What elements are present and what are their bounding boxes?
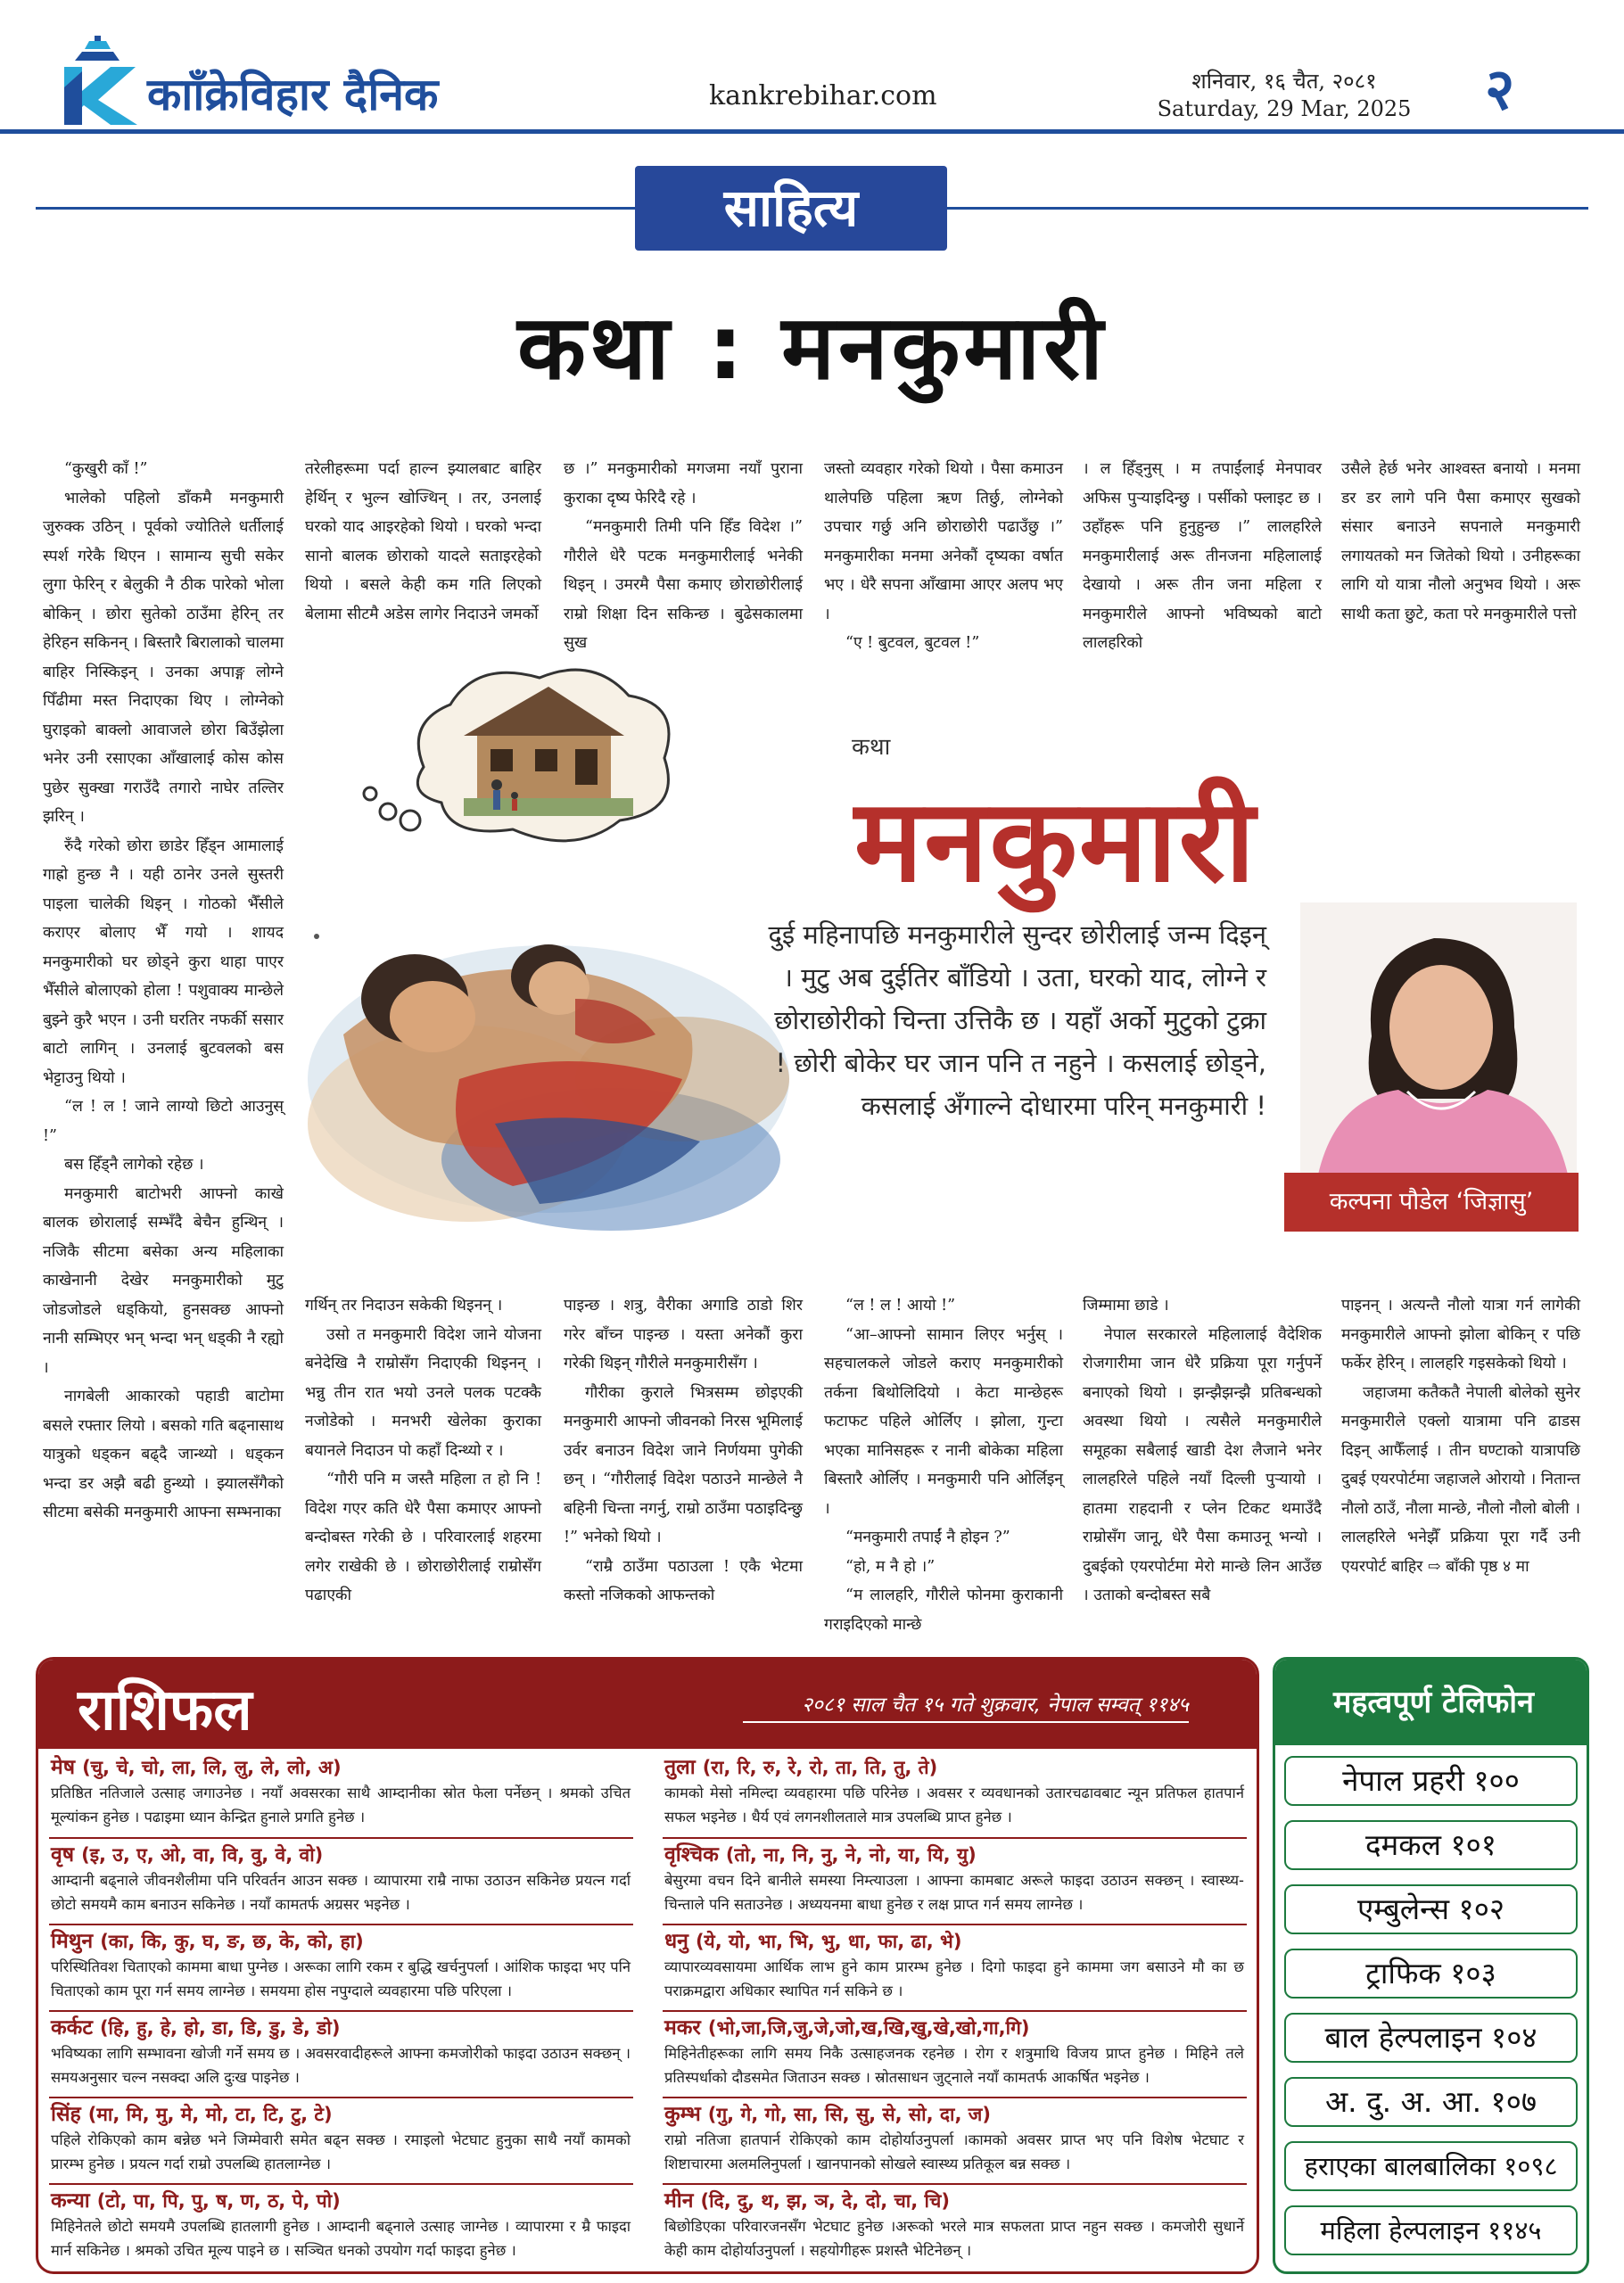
rashi-kanya <box>51 2188 631 2262</box>
paragraph: “आ–आफ्नो सामान लिएर भर्नुस् । सहचालकले जोडले कराए मनकुमारीको तर्कना बिथोलिदियो । केटा मान्छेहरू फटाफट पहिले ओर्लिए । झोला, गुन्टा भएका मानिसहरू र नानी बोकेका महिला बिस्तारै ओर्लिए । मनकुमारी पनि ओर्लिइन् । <box>824 1325 1063 1518</box>
rashi-divider <box>49 2097 633 2098</box>
author-photo <box>1300 902 1577 1174</box>
rashi-text: राम्रो नतिजा हातपार्न रोकिएको काम दोहोर्याउनुपर्ला ।कामको अवसर प्राप्त भए पनि विशेष भेटघाट र शिष्टाचारमा अलमलिनुपर्ला । खानपानको सोखले स्वास्थ्य प्रतिकूल बन्न सक्छ । <box>664 2131 1244 2172</box>
date-english: Saturday, 29 Mar, 2025 <box>1157 96 1412 121</box>
rashi-text: भविष्यका लागि सम्भावना खोजी गर्ने समय छ । अवसरवादीहरूले आफ्ना कमजोरीको फाइदा उठाउन सक्छन् । समयअनुसार चल्न नसक्दा अलि दुःख पाइनेछ । <box>51 2045 631 2086</box>
rashi-letters: (मा, मि, मु, मे, मो, टा, टि, टु, टे) <box>87 2104 333 2125</box>
rashi-karkat <box>51 2015 631 2089</box>
paragraph: जिम्मामा छाडे । <box>1083 1297 1169 1315</box>
rashi-letters: (रा, रि, रु, रे, रो, ता, ति, तु, ते) <box>702 1757 938 1778</box>
rashi-text: कामको मेसो नमिल्दा व्यवहारमा पछि परिनेछ । अवसर र व्यवधानको उतारचढावबाट न्यून प्रतिफल हातपार्न सफल भइनेछ । धैर्य एवं लगनशीलताले मात्र उपलब्धि प्राप्त हुनेछ । <box>664 1784 1244 1826</box>
story-column-2 <box>305 455 541 629</box>
rashi-letters: (दि, दु, थ, झ, ञ, दे, दो, चा, चि) <box>700 2190 950 2212</box>
rashi-vrishchik <box>664 1842 1244 1916</box>
telephone-title: महत्वपूर्ण टेलिफोन <box>1275 1660 1589 1745</box>
story-column-3 <box>564 455 803 658</box>
rashi-divider <box>663 2010 1247 2012</box>
story-column-5 <box>1083 455 1322 658</box>
paragraph: तरेलीहरूमा पर्दा हाल्न झ्यालबाट बाहिर हेर्थिन् र भुल्न खोज्थिन् । तर, उनलाई घरको याद आइरहेको थियो । घरको भन्दा सानो बालक छोराको यादले सताइरहेको थियो । बसले केही कम गति लिएको बेलामा सीटमै अडेस लागेर निदाउने जमर्को <box>305 460 541 623</box>
paragraph: नेपाल सरकारले महिलालाई वैदेशिक रोजगारीमा जान धेरै प्रक्रिया पूरा गर्नुपर्ने बनाएको थियो । झन्झैझन्झै प्रतिबन्धको अवस्था थियो । त्यसैले मनकुमारीले समूहका सबैलाई खाडी देश लैजाने भनेर लालहरिले पहिले नयाँ दिल्ली पुऱ्यायो । हातमा राहदानी र प्लेन टिकट थमाउँदै राम्रोसँग जानू, धेरै पैसा कमाउनू भन्यो । दुबईको एयरपोर्टमा मेरो मान्छे लिन आउँछ । उताको बन्दोबस्त सबै <box>1083 1325 1322 1604</box>
rashi-mesh <box>51 1754 631 1829</box>
paragraph: गौरीका कुराले भित्रसम्म छोइएकी मनकुमारी आफ्नो जीवनको निरस भूमिलाई उर्वर बनाउन विदेश जाने निर्णयमा पुगेकी छन् । “गौरीलाई विदेश पठाउने मान्छेले नै बहिनी चिन्ता नगर्नु, राम्रो ठाउँमा पठाइदिन्छु !” भनेको थियो । <box>564 1383 803 1546</box>
rashifal-panel <box>36 1657 1259 2274</box>
rashi-letters: (इ, उ, ए, ओ, वा, वि, वु, वे, वो) <box>81 1844 324 1866</box>
feature-title: मनकुमारी <box>854 775 1257 908</box>
rashi-mithun <box>51 1928 631 2003</box>
rashi-divider <box>663 2097 1247 2098</box>
paragraph: जस्तो व्यवहार गरेको थियो । पैसा कमाउन थालेपछि पहिला ऋण तिर्छु, लोग्नेको उपचार गर्छु अनि छोराछोरी पढाउँछु ।” मनकुमारीका मनमा अनेकौं दृष्यका वर्षात भए । धेरै सपना आँखामा आएर अलप भए । <box>824 460 1063 623</box>
rashi-letters: (का, कि, कु, घ, ङ, छ, के, को, हा) <box>100 1931 364 1952</box>
paragraph: रुँदै गरेको छोरा छाडेर हिँड्न आमालाई गाह्रो हुन्छ नै । यही ठानेर उनले सुस्तरी पाइला चालेकी थिइन् । गोठको भैँसीले कराएर बोलाए भैँ गयो । शायद मनकुमारीको घर छोड्ने कुरा थाहा पाएर भैँसीले बोलाएको होला ! पशुवाक्य मान्छेले बुझ्ने कुरै भएन । उनी घरतिर नफर्की ससार बाटो लागिन् । उनलाई बुटवलको बस भेट्टाउनु थियो । <box>43 837 284 1087</box>
rashi-text: आम्दानी बढ्नाले जीवनशैलीमा पनि परिवर्तन आउन सक्छ । व्यापारमा राम्रै नाफा उठाउन सकिनेछ प्रयत्न गर्दा छोटो समयमै काम बनाउन सकिनेछ । नयाँ कामतर्फ अग्रसर भइनेछ । <box>51 1872 631 1913</box>
rashi-name: मीन <box>664 2189 694 2213</box>
rashifal-date: २०८१ साल चैत १५ गते शुक्रवार, नेपाल सम्वत् ११४५ <box>743 1689 1189 1718</box>
telephone-panel <box>1273 1657 1589 2274</box>
paragraph: जहाजमा कतैकतै नेपाली बोलेको सुनेर मनकुमारीले एक्लो यात्रामा पनि ढाडस दिइन् आफैँलाई । तीन घण्टाको यात्रापछि दुबई एयरपोर्टमा जहाजले ओरायो । नितान्त नौलो ठाउँ, नौला मान्छे, नौलो नौलो बोली । लालहरिले भनेझैँ प्रक्रिया पूरा गर्दै उनी एयरपोर्ट बाहिर ⇨ बाँकी पृष्ठ ४ मा <box>1341 1383 1580 1576</box>
rashi-letters: (गु, गे, गो, सा, सि, सु, से, सो, दा, ज) <box>707 2104 991 2125</box>
telephone-item[interactable]: बाल हेल्पलाइन १०४ <box>1284 2013 1578 2063</box>
rashi-name: मेष <box>51 1756 76 1779</box>
telephone-item[interactable]: ट्राफिक १०३ <box>1284 1949 1578 1999</box>
rashifal-header <box>38 1660 1259 1749</box>
story-column-1 <box>43 455 284 1528</box>
rashi-text: बेसुरमा वचन दिने बानीले समस्या निम्त्याउला । आफ्ना कामबाट अरूले फाइदा उठाउन सक्छन् । स्वास्थ्य-चिन्ताले पनि सताउनेछ । अध्ययनमा बाधा हुनेछ र लक्ष प्राप्त गर्न समय लाग्नेछ । <box>664 1872 1244 1913</box>
telephone-item[interactable]: नेपाल प्रहरी १०० <box>1284 1756 1578 1806</box>
telephone-item[interactable]: दमकल १०१ <box>1284 1820 1578 1870</box>
rashi-name: मिथुन <box>51 1930 94 1953</box>
telephone-item[interactable]: अ. दु. अ. आ. १०७ <box>1284 2077 1578 2127</box>
feature-blurb: दुई महिनापछि मनकुमारीले सुन्दर छोरीलाई जन्म दिइन् । मुटु अब दुईतिर बाँडियो । उता, घरको याद, लोग्ने र छोराछोरीको चिन्ता उत्तिकै छ । यहाँ अर्को मुटुको टुक्रा ! छोरी बोकेर घर जान पनि त नहुने । कसलाई छोड्ने, कसलाई अँगाल्ने दोधारमा परिन् मनकुमारी ! <box>768 919 1266 1121</box>
masthead-rule <box>0 129 1624 134</box>
telephone-item[interactable]: महिला हेल्पलाइन ११४५ <box>1284 2205 1578 2255</box>
rashi-name: वृष <box>51 1843 75 1867</box>
paragraph: छ ।” मनकुमारीको मगजमा नयाँ पुराना कुराका दृष्य फेरिदै रहे । <box>564 460 803 507</box>
rashi-letters: (चु, चे, चो, ला, लि, लु, ले, लो, अ) <box>82 1757 342 1778</box>
rashi-divider <box>663 1837 1247 1839</box>
rashi-name: तुला <box>664 1756 696 1779</box>
story-headline: कथा : मनकुमारी <box>517 295 1107 400</box>
story-column-11 <box>1341 1291 1580 1581</box>
rashi-divider <box>49 1837 633 1839</box>
paragraph: “ए ! बुटवल, बुटवल !” <box>845 634 980 652</box>
paragraph: “हो, म नै हो ।” <box>845 1557 936 1576</box>
rashi-name: कुम्भ <box>664 2103 701 2126</box>
rashi-text: प्रतिष्ठित नतिजाले उत्साह जगाउनेछ । नयाँ अवसरका साथै आम्दानीका स्रोत फेला पर्नेछन् । श्रमको उचित मूल्यांकन हुनेछ । पढाइमा ध्यान केन्द्रित हुनाले प्रगति हुनेछ । <box>51 1784 631 1826</box>
author-name: कल्पना पौडेल ‘जिज्ञासु’ <box>1284 1173 1579 1232</box>
paragraph: “म लालहरि, गौरीले फोनमा कुराकानी गराइदिएको मान्छे <box>824 1587 1063 1634</box>
rashi-makar <box>664 2015 1244 2089</box>
rashi-singh <box>51 2101 631 2176</box>
paragraph: गर्थिन् तर निदाउन सकेकी थिइनन् । <box>305 1297 503 1315</box>
paragraph: “गौरी पनि म जस्तै महिला त हो नि ! विदेश गएर कति धेरै पैसा कमाएर आफ्नो बन्दोबस्त गरेकी छे । परिवारलाई शहरमा लगेर राखेकी छे । छोराछोरीलाई राम्रोसँग पढाएकी <box>305 1471 541 1604</box>
paragraph: “मनकुमारी तिमी पनि हिँड विदेश ।” गौरीले धेरै पटक मनकुमारीलाई भनेकी थिइन् । उमरमै पैसा कमाए छोराछोरीलाई राम्रो शिक्षा दिन सकिन्छ । बुढेसकालमा सुख <box>564 518 803 652</box>
rashi-text: पहिले रोकिएको काम बन्नेछ भने जिम्मेवारी समेत बढ्न सक्छ । रमाइलो भेटघाट हुनुका साथै नयाँ कामको प्रारम्भ हुनेछ । प्रयत्न गर्दा राम्रो उपलब्धि हातलाग्नेछ । <box>51 2131 631 2172</box>
rashi-text: मिहिनेतीहरूका लागि समय निकै उत्साहजनक रहनेछ । रोग र शत्रुमाथि विजय प्राप्त हुनेछ । मिहिने तले प्रतिस्पर्धाको दौडसमेत जिताउन सक्छ । स्रोतसाधन जुट्नाले नयाँ कामतर्फ आकर्षित भइनेछ । <box>664 2045 1244 2086</box>
rashi-letters: (ये, यो, भा, भि, भु, धा, फा, ढा, भे) <box>695 1931 962 1952</box>
rashi-divider <box>49 1924 633 1925</box>
telephone-item[interactable]: हराएका बालबालिका १०९८ <box>1284 2141 1578 2191</box>
paragraph: “ल ! ल ! जाने लाग्यो छिटो आउनुस् !” <box>43 1098 284 1145</box>
paragraph: पाइनन् । अत्यन्तै नौलो यात्रा गर्न लागेकी मनकुमारीले आफ्नो झोला बोकिन् र पछि फर्केर हेरिन् । लालहरि गइसकेको थियो । <box>1341 1297 1580 1372</box>
rashi-letters: (हि, हु, हे, हो, डा, डि, डु, डे, डो) <box>99 2017 341 2039</box>
rashi-name: सिंह <box>51 2103 81 2126</box>
paragraph: “मनकुमारी तपाईं नै होइन ?” <box>845 1529 1010 1546</box>
rashi-divider <box>663 2183 1247 2185</box>
paragraph: बस हिँड्नै लागेको रहेछ । <box>64 1156 204 1174</box>
kankrebihar-logo-icon <box>55 36 140 125</box>
date-nepali: शनिवार, १६ चैत, २०८१ <box>1191 69 1377 94</box>
paragraph: नागबेली आकारको पहाडी बाटोमा बसले रफ्तार लियो । बसको गति बढ्नासाथ यात्रुको धड्कन बढ्दै जान्थ्यो । धड्कन भन्दा डर अझै बढी हुन्थ्यो । झ्यालसँगैको सीटमा बसेकी मनकुमारी आफ्ना सम्भनाका <box>43 1388 284 1521</box>
feature-kicker: कथा <box>852 734 891 761</box>
rashi-text: व्यापारव्यवसायमा आर्थिक लाभ हुने काम प्रारम्भ हुनेछ । दिगो फाइदा हुने काममा जग बसाउने मौ का छ पराक्रमद्वारा अधिकार स्थापित गर्न सकिने छ । <box>664 1958 1244 1999</box>
paragraph: “कुखुरी काँ !” <box>64 460 148 478</box>
rashi-name: धनु <box>664 1930 688 1953</box>
story-column-8 <box>564 1291 803 1611</box>
rashi-text: बिछोडिएका परिवारजनसँग भेटघाट हुनेछ ।अरूको भरले मात्र सफलता प्राप्त नहुन सक्छ । कमजोरी सुधार्ने केही काम दोहोर्याउनुपर्ला । सहयोगीहरू प्रशस्तै भेटिनेछन् । <box>664 2218 1244 2259</box>
rashi-name: मकर <box>664 2016 701 2040</box>
rashi-divider <box>663 1924 1247 1925</box>
paragraph: भालेको पहिलो डाँकमै मनकुमारी जुरुक्क उठिन् । पूर्वको ज्योतिले धर्तीलाई स्पर्श गरेकै थिएन । सामान्य सुची सकेर लुगा फेरिन् र बेलुकी नै ठीक पारेको भोला बोकिन् । छोरा सुतेको ठाउँमा हेरिन् तर हेरिहन सकिनन् । बिस्तारै बिरालाको चालमा बाहिर निस्किइन् । उनका अपाङ्ग लोग्ने पिँढीमा मस्त निदाएका थिए । लोग्नेको घुराइको बाक्लो आवाजले छोरा बिउँझेला भनेर उनी रसाएका आँखालाई कोस कोस पुछेर सुक्खा गराउँदै तगारो नाघेर तल्तिर झरिन् । <box>43 489 284 826</box>
paragraph: “ल ! ल ! आयो !” <box>845 1297 956 1315</box>
rashi-name: वृश्चिक <box>664 1843 719 1867</box>
story-column-4 <box>824 455 1063 658</box>
rashi-vrish <box>51 1842 631 1916</box>
rashi-kumbha <box>664 2101 1244 2176</box>
paragraph: । ल हिँड्नुस् । म तपाईंलाई मेनपावर अफिस पुऱ्याइदिन्छु । पर्सीको फ्लाइट छ । उहाँहरू पनि हुनुहुन्छ ।” लालहरिले मनकुमारीलाई अरू तीनजना महिलालाई देखायो । अरू तीन जना महिला र मनकुमारीले आफ्नो भविष्यको बाटो लालहरिको <box>1083 460 1322 652</box>
story-column-10 <box>1083 1291 1322 1611</box>
masthead <box>0 0 1624 134</box>
telephone-item[interactable]: एम्बुलेन्स १०२ <box>1284 1884 1578 1934</box>
newspaper-name: कााँक्रेविहार दैनिक <box>147 69 439 120</box>
rashi-text: मिहिनेतले छोटो समयमै उपलब्धि हातलागी हुनेछ । आम्दानी बढ्नाले उत्साह जाग्नेछ । व्यापारमा र म्रै फाइदा मार्न सकिनेछ । श्रमको उचित मूल्य पाइने छ । सञ्चित धनको उपयोग गर्दा फाइदा हुनेछ । <box>51 2218 631 2259</box>
rashifal-title: राशिफल <box>78 1677 252 1743</box>
rashi-divider <box>49 2183 633 2185</box>
website-url[interactable]: kankrebihar.com <box>709 80 937 111</box>
rashi-tula <box>664 1754 1244 1829</box>
paragraph: पाइन्छ । शत्रु, वैरीका अगाडि ठाडो शिर गरेर बाँच्न पाइन्छ । यस्ता अनेकौं कुरा गरेकी थिइन् गौरीले मनकुमारीसँग । <box>564 1297 803 1372</box>
rashi-text: परिस्थितिवश चिताएको काममा बाधा पुग्नेछ । अरूका लागि रकम र बुद्धि खर्चनुपर्ला । आंशिक फाइदा भए पनि चिताएको काम पूरा गर्न समय लाग्नेछ । समयमा होस नपुग्दाले व्यवहारमा पछि परिएला । <box>51 1958 631 1999</box>
rashi-letters: (भो,जा,जि,जु,जे,जो,ख,खि,खु,खे,खो,गा,गि) <box>707 2017 1030 2039</box>
paragraph: “राम्रै ठाउँमा पठाउला ! एकै भेटमा कस्तो नजिकको आफन्तको <box>564 1557 803 1604</box>
paragraph: उसो त मनकुमारी विदेश जाने योजना बनेदेखि नै राम्रोसँग निदाएकी थिइनन् । भन्नु तीन रात भयो उनले पलक पटक्कै नजोडेको । मनभरी खेलेका कुराका बयानले निदाउन पो कहाँ दिन्थ्यो र । <box>305 1325 541 1460</box>
rashi-divider <box>49 2010 633 2012</box>
rashi-name: कर्कट <box>51 2016 93 2040</box>
rashi-name: कन्या <box>51 2189 90 2213</box>
paragraph: उसैले हेर्छ भनेर आश्वस्त बनायो । मनमा डर डर लागे पनि पैसा कमाएर सुखको संसार बनाउने सपनाले मनकुमारी लगायतको मन जितेको थियो । उनीहरूका लागि यो यात्रा नौलो अनुभव थियो । अरू साथी कता छुटे, कता परे मनकुमारीले पत्तो <box>1341 460 1580 623</box>
page-number: २ <box>1485 57 1515 123</box>
rashi-dhanu <box>664 1928 1244 2003</box>
section-banner: साहित्य <box>635 166 947 251</box>
story-column-7 <box>305 1291 541 1611</box>
rashi-letters: (तो, ना, नि, नु, ने, नो, या, यि, यु) <box>725 1844 977 1866</box>
rashi-letters: (टो, पा, पि, पु, ष, ण, ठ, पे, पो) <box>96 2190 341 2212</box>
story-column-6 <box>1341 455 1580 629</box>
paragraph: मनकुमारी बाटोभरी आफ्नो काखे बालक छोरालाई सम्भँदै बेचैन हुन्थिन् । नजिकै सीटमा बसेका अन्य महिलाका काखेनानी देखेर मनकुमारीको मुटु जोडजोडले धड्कियो, हुनसक्छ आफ्नो नानी सम्भिएर भन् भन्दा भन् धड्की नै रह्यो । <box>43 1184 284 1377</box>
story-column-9 <box>824 1291 1063 1639</box>
rashi-meen <box>664 2188 1244 2262</box>
